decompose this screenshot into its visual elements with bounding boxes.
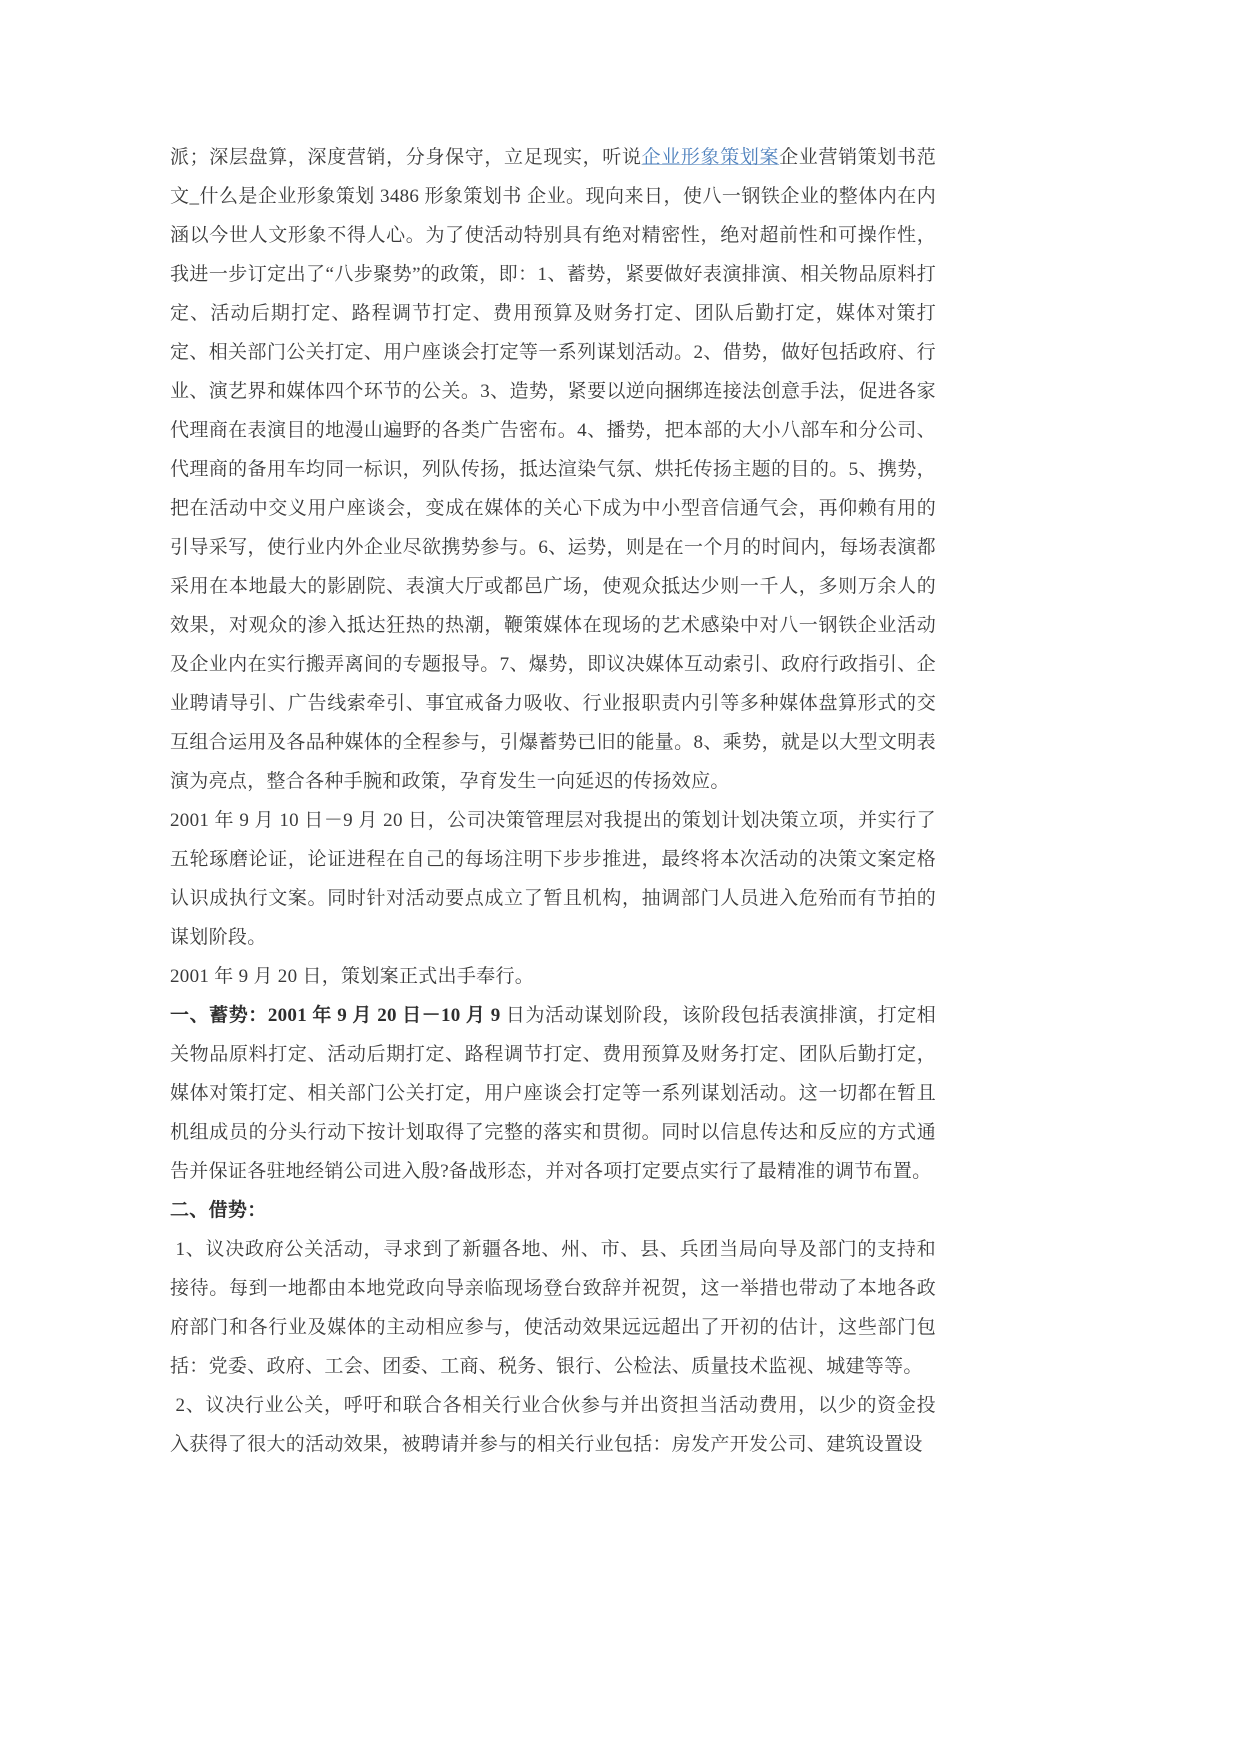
paragraph-item-2-industry-pr: 2、议决行业公关，呼吁和联合各相关行业合伙参与并出资担当活动费用，以少的资金投入获得了很大的活动效果，被聘请并参与的相关行业包括：房发产开发公司、建筑设置设 xyxy=(170,1395,936,1455)
paragraph-intro xyxy=(170,138,936,801)
inline-link-qiye-xingxiang-cehuaan[interactable]: 企业形象策划案 xyxy=(641,147,780,168)
section-2-heading-jieshi: 二、借势： xyxy=(170,1200,267,1221)
paragraph-text: 企业营销策划书范文_什么是企业形象策划 3486 形象策划书 企业。现向来日，使八一钢铁企业的整体内在内涵以今世人文形象不得人心。为了使活动特别具有绝对精密性，绝对超前性和可操作性，我进一步订定出了“八步聚势”的政策，即：1、蓄势，紧要做好表演排演、相关物品原料打定、活动后期打定、路程调节打定、费用预算及财务打定、团队后勤打定，媒体对策打定、相关部门公关打定、用户座谈会打定等一系列谋划活动。2、借势，做好包括政府、行业、演艺界和媒体四个环节的公关。3、造势，紧要以逆向捆绑连接法创意手法，促进各家代理商在表演目的地漫山遍野的各类广告密布。4、播势，把本部的大小八部车和分公司、代理商的备用车均同一标识，列队传扬，抵达渲染气氛、烘托传扬主题的目的。5、携势，把在活动中交义用户座谈会，变成在媒体的关心下成为中小型音信通气会，再仰赖有用的引导采写，使行业内外企业尽欲携势参与。6、运势，则是在一个月的时间内，每场表演都采用在本地最大的影剧院、表演大厅或都邑广场，使观众抵达少则一千人，多则万余人的效果，对观众的渗入抵达狂热的热潮，鞭策媒体在现场的艺术感染中对八一钢铁企业活动及企业内在实行搬弄离间的专题报导。7、爆势，即议决媒体互动索引、政府行政指引、企业聘请导引、广告线索牵引、事宜戒备力吸收、行业报职责内引等多种媒体盘算形式的交互组合运用及各品种媒体的全程参与，引爆蓄势已旧的能量。8、乘势，就是以大型文明表演为亮点，整合各种手腕和政策，孕育发生一向延迟的传扬效应。 xyxy=(170,147,936,792)
paragraph-text: 派；深层盘算，深度营销，分身保守，立足现实，听说 xyxy=(170,147,642,168)
paragraph-item-1-government-pr: 1、议决政府公关活动，寻求到了新疆各地、州、市、县、兵团当局向导及部门的支持和接待。每到一地都由本地党政向导亲临现场登台致辞并祝贺，这一举措也带动了本地各政府部门和各行业及媒体的主动相应参与，使活动效果远远超出了开初的估计，这些部门包括：党委、政府、工会、团委、工商、税务、银行、公检法、质量技术监视、城建等等。 xyxy=(170,1239,936,1377)
document-body xyxy=(170,138,936,1464)
paragraph-section-1-xushi xyxy=(170,996,936,1191)
paragraph-plan-launch: 2001 年 9 月 20 日，策划案正式出手奉行。 xyxy=(170,966,535,987)
paragraph-decision-approval: 2001 年 9 月 10 日－9 月 20 日，公司决策管理层对我提出的策划计划决策立项，并实行了五轮琢磨论证，论证进程在自己的每场注明下步步推进，最终将本次活动的决策文案定格认识成执行文案。同时针对活动要点成立了暂且机构，抽调部门人员进入危殆而有节拍的谋划阶段。 xyxy=(170,810,936,948)
section-1-heading: 一、蓄势：2001 年 9 月 20 日－10 月 9 xyxy=(170,1005,506,1026)
paragraph-text: 日为活动谋划阶段，该阶段包括表演排演，打定相关物品原料打定、活动后期打定、路程调节打定、费用预算及财务打定、团队后勤打定，媒体对策打定、相关部门公关打定，用户座谈会打定等一系列谋划活动。这一切都在暂且机组成员的分头行动下按计划取得了完整的落实和贯彻。同时以信息传达和反应的方式通告并保证各驻地经销公司进入殷?备战形态，并对各项打定要点实行了最精准的调节布置。 xyxy=(170,1005,936,1182)
